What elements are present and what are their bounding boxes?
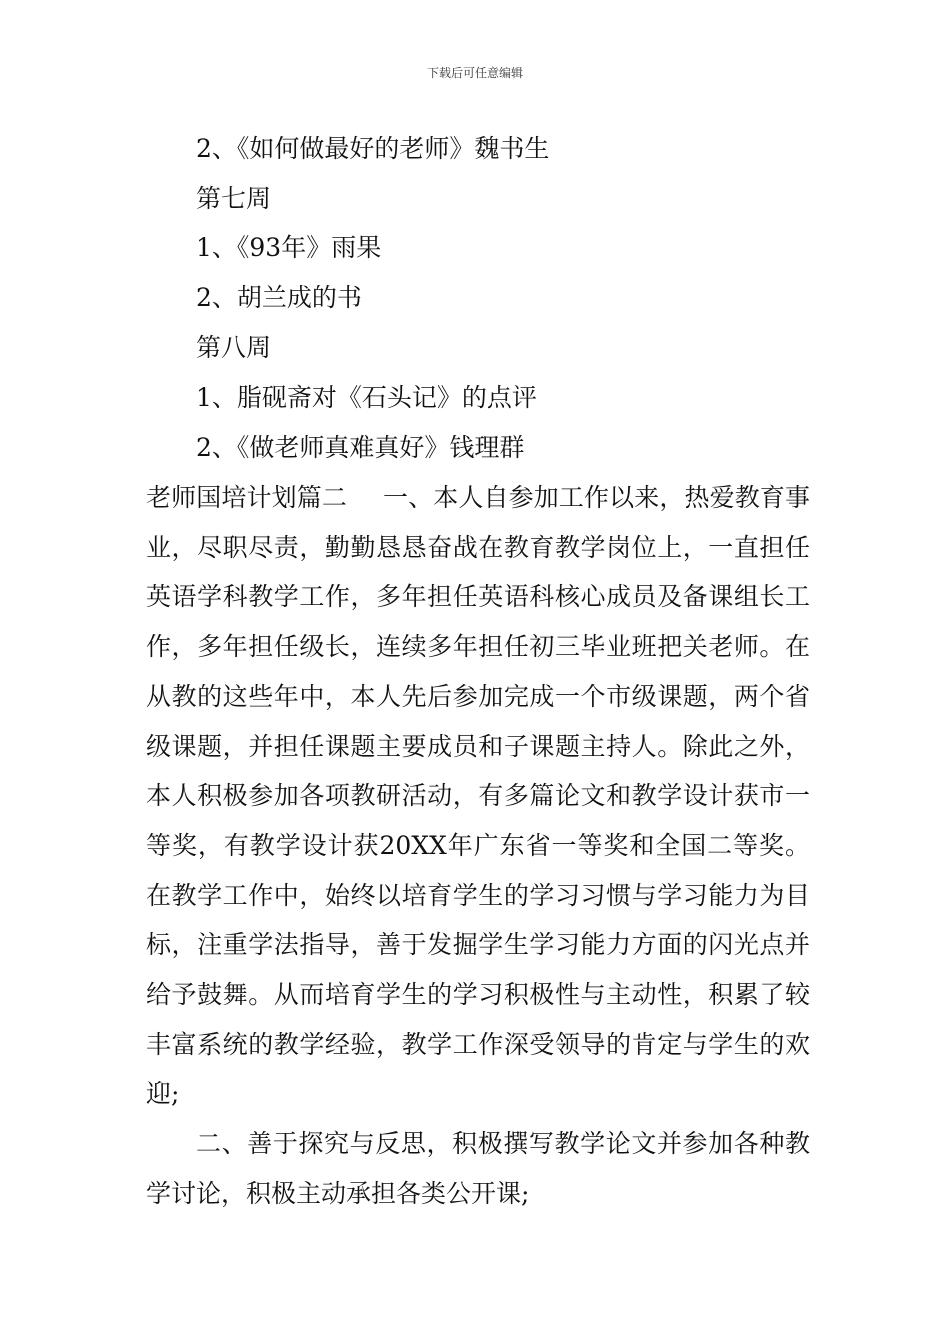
reading-item-line: 2、胡兰成的书 — [196, 283, 362, 312]
reading-item-line: 1、《93年》雨果 — [196, 233, 382, 262]
page-header: 下载后可任意编辑 — [426, 66, 523, 80]
paragraph-1 — [146, 473, 810, 1119]
section-title: 老师国培计划篇二 — [146, 483, 347, 512]
reading-item-line: 2、《做老师真难真好》钱理群 — [196, 433, 525, 462]
week-heading: 第七周 — [196, 184, 272, 213]
paragraph-1-text: 一、本人自参加工作以来，热爱教育事业，尽职尽责，勤勤恳恳奋战在教育教学岗位上，一直担任英语学科教学工作，多年担任英语科核心成员及备课组长工作，多年担任级长，连续多年担任初三毕业班把关老师。在从教的这些年中，本人先后参加完成一个市级课题，两个省级课题，并担任课题主要成员和子课题主持人。除此之外，本人积极参加各项教研活动，有多篇论文和教学设计获市一等奖，有教学设计获20XX年广东省一等奖和全国二等奖。在教学工作中，始终以培育学生的学习习惯与学习能力为目标，注重学法指导，善于发掘学生学习能力方面的闪光点并给予鼓舞。从而培育学生的学习积极性与主动性，积累了较丰富系统的教学经验，教学工作深受领导的肯定与学生的欢迎; — [146, 483, 810, 1109]
reading-item-line: 2、《如何做最好的老师》魏书生 — [196, 134, 550, 163]
week-heading: 第八周 — [196, 333, 272, 362]
section-body — [146, 473, 810, 1219]
paragraph-2: 二、善于探究与反思，积极撰写教学论文并参加各种教学讨论，积极主动承担各类公开课; — [146, 1129, 810, 1208]
reading-item-line: 1、脂砚斋对《石头记》的点评 — [196, 383, 537, 412]
